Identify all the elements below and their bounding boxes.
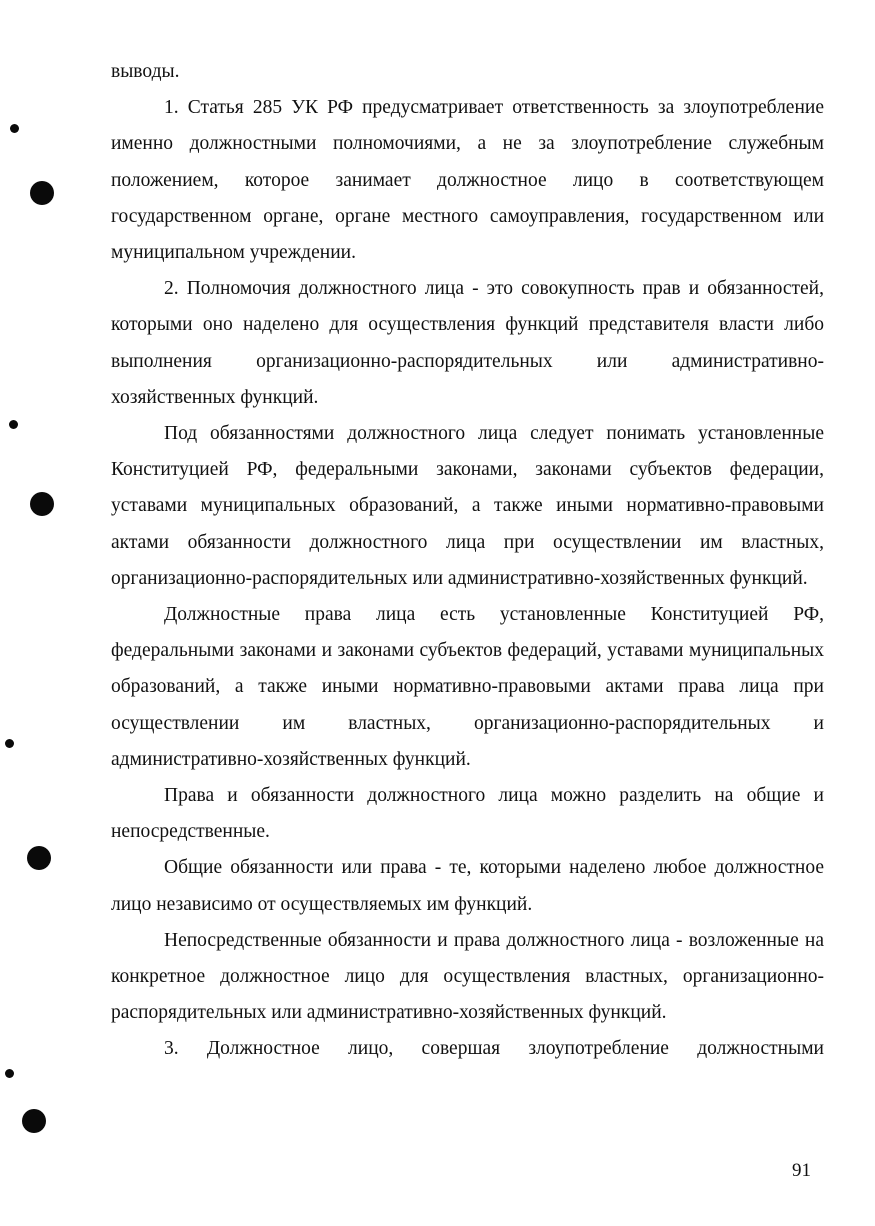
punch-hole-mark (30, 181, 54, 205)
punch-hole-mark (10, 124, 19, 133)
punch-hole-mark (5, 739, 14, 748)
paragraph-4: Должностные права лица есть установленные Конституцией РФ, федеральными законами и законами субъектов федераций, уставами муниципальных образований, а также иными нормативно-правовыми актами права лица при осуществлении им властных, организационно-распорядительных и административно-хозяйственных функций. (111, 604, 824, 770)
page-number: 91 (792, 1160, 811, 1181)
punch-hole-mark (22, 1109, 46, 1133)
document-body (111, 54, 824, 1068)
paragraph-7: Непосредственные обязанности и права должностного лица - возложенные на конкретное должностное лицо для осуществления властных, организационно-распорядительных или административно-хозяйственных функций. (111, 929, 824, 1024)
punch-hole-mark (27, 846, 51, 870)
paragraph-3: Под обязанностями должностного лица следует понимать установленные Конституцией РФ, федеральными законами, законами субъектов федерации, уставами муниципальных образований, а также иными нормативно-правовыми актами обязанности должностного лица при осуществлении им властных, организационно-распорядительных или административно-хозяйственных функций. (111, 423, 824, 589)
punch-hole-mark (5, 1069, 14, 1078)
intro-line: выводы. (111, 61, 180, 82)
paragraph-8: 3. Должностное лицо, совершая злоупотребление должностными (164, 1038, 824, 1060)
punch-hole-mark (30, 492, 54, 516)
punch-hole-mark (9, 420, 18, 429)
paragraph-1: 1. Статья 285 УК РФ предусматривает ответственность за злоупотребление именно должностными полномочиями, а не за злоупотребление служебным положением, которое занимает должностное лицо в соответствующем государственном органе, органе местного самоуправления, государственном или муниципальном учреждении. (111, 97, 824, 264)
paragraph-5: Права и обязанности должностного лица можно разделить на общие и непосредственные. (111, 785, 824, 843)
paragraph-2: 2. Полномочия должностного лица - это совокупность прав и обязанностей, которыми оно наделено для осуществления функций представителя власти либо выполнения организационно-распорядительных или административно-хозяйственных функций. (111, 278, 824, 408)
paragraph-6: Общие обязанности или права - те, которыми наделено любое должностное лицо независимо от осуществляемых им функций. (111, 857, 824, 915)
